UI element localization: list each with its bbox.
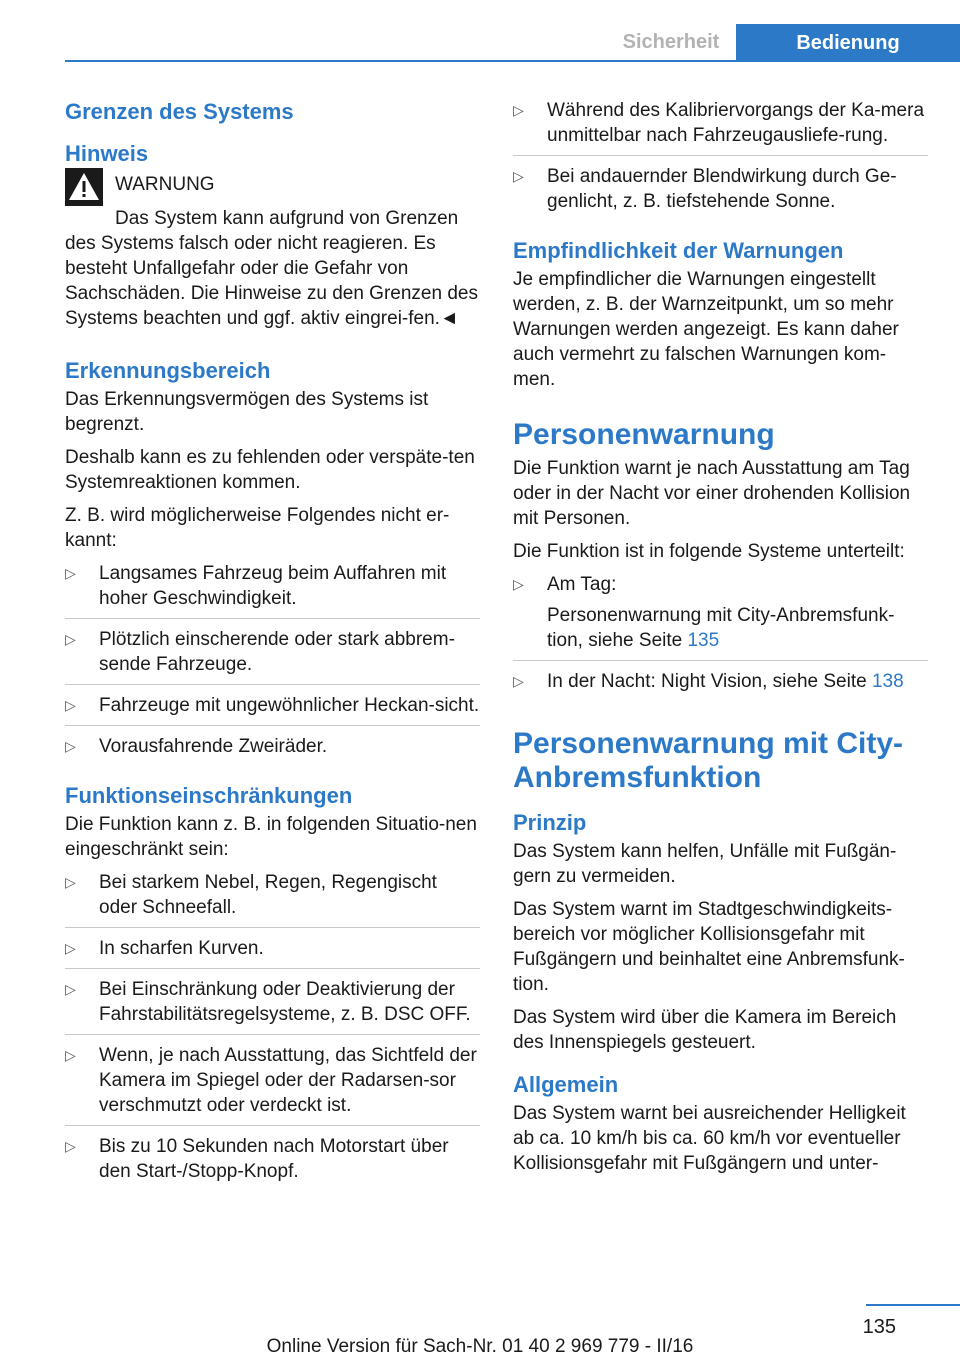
paragraph: Die Funktion kann z. B. in folgenden Situatio-nen eingeschränkt sein: (65, 814, 477, 860)
page-link-135[interactable]: 135 (687, 630, 720, 651)
list-item: ▷ Plötzlich einscherende oder stark abbrem-sende Fahrzeuge. (65, 627, 480, 685)
paragraph: Deshalb kann es zu fehlenden oder verspäte-ten Systemreaktionen kommen. (65, 447, 475, 493)
heading-allgemein: Allgemein (513, 1072, 619, 1097)
paragraph: Das Erkennungsvermögen des Systems ist begrenzt. (65, 389, 429, 435)
heading-prinzip: Prinzip (513, 810, 587, 835)
list-item: ▷ Wenn, je nach Ausstattung, das Sichtfeld der Kamera im Spiegel oder der Radarsen-sor verschmutzt oder verdeckt ist. (65, 1043, 480, 1126)
triangle-right-icon: ▷ (513, 101, 524, 118)
list-item: ▷ Vorausfahrende Zweiräder. (65, 736, 328, 757)
list-item: ▷ In scharfen Kurven. (65, 936, 480, 969)
list-item: ▷ Am Tag: Personenwarnung mit City-Anbremsfunk-tion, siehe Seite 135 (513, 572, 928, 661)
list-item: ▷ Bis zu 10 Sekunden nach Motorstart über den Start-/Stopp-Knopf. (65, 1136, 449, 1182)
triangle-right-icon: ▷ (65, 1046, 76, 1063)
list-funktion (65, 870, 480, 1191)
triangle-right-icon: ▷ (65, 630, 76, 647)
tab-bedienung[interactable]: Bedienung (736, 24, 960, 62)
paragraph: Das System kann helfen, Unfälle mit Fußgän-gern zu vermeiden. (513, 841, 897, 887)
triangle-right-icon: ▷ (65, 873, 76, 890)
page-number: 135 (862, 1316, 896, 1338)
paragraph: Je empfindlicher die Warnungen eingestellt werden, z. B. der Warnzeitpunkt, um so mehr Warnungen werden angezeigt. Es kann daher auch vermehrt zu falschen Warnungen kom-men. (513, 269, 899, 390)
heading-funktionseinschraenkungen: Funktionseinschränkungen (65, 783, 353, 808)
list-item: ▷ Bei Einschränkung oder Deaktivierung der Fahrstabilitätsregelsysteme, z. B. DSC OFF. (65, 977, 480, 1035)
list-item: ▷ Langsames Fahrzeug beim Auffahren mit hoher Geschwindigkeit. (65, 561, 480, 619)
footer-rule (866, 1304, 960, 1306)
list-erkennung (65, 561, 480, 766)
left-column (65, 98, 480, 1199)
heading-personenwarnung: Personenwarnung (513, 418, 775, 451)
heading-hinweis: Hinweis (65, 141, 149, 166)
list-item: ▷ Fahrzeuge mit ungewöhnlicher Heckan-sicht. (65, 693, 480, 726)
warning-text: Das System kann aufgrund von Grenzen des Systems falsch oder nicht reagieren. Es besteht Unfallgefahr oder die Gefahr von Sachschäden. Die Hinweise zu den Grenzen des Systems beachten und ggf. aktiv eingrei-fen.◄ (65, 208, 478, 329)
triangle-right-icon: ▷ (513, 167, 524, 184)
triangle-right-icon: ▷ (65, 939, 76, 956)
warning-block (65, 168, 480, 206)
triangle-right-icon: ▷ (65, 980, 76, 997)
heading-grenzen: Grenzen des Systems (65, 99, 294, 124)
list-item: ▷ Bei starkem Nebel, Regen, Regengischt oder Schneefall. (65, 870, 480, 928)
heading-erkennungsbereich: Erkennungsbereich (65, 358, 271, 383)
tab-sicherheit[interactable]: Sicherheit (622, 30, 720, 53)
heading-personenwarnung-city: Personenwarnung mit City-Anbremsfunktion (513, 727, 904, 794)
paragraph: Z. B. wird möglicherweise Folgendes nicht er-kannt: (65, 505, 450, 551)
warning-triangle-icon (65, 168, 103, 206)
paragraph: Das System warnt bei ausreichender Helligkeit ab ca. 10 km/h bis ca. 60 km/h vor eventueller Kollisionsgefahr mit Fußgängern und unter- (513, 1103, 906, 1174)
list-item: ▷ Bei andauernder Blendwirkung durch Ge-genlicht, z. B. tiefstehende Sonne. (513, 166, 897, 212)
list-item: ▷ In der Nacht: Night Vision, siehe Seite 138 (513, 671, 904, 692)
right-column (513, 98, 928, 1184)
page-header (65, 24, 960, 62)
warning-title: WARNUNG (115, 174, 215, 195)
list-continued (513, 98, 928, 221)
list-item: ▷ Während des Kalibriervorgangs der Ka-mera unmittelbar nach Fahrzeugausliefe-rung. (513, 98, 928, 156)
triangle-right-icon: ▷ (65, 696, 76, 713)
triangle-right-icon: ▷ (513, 575, 524, 592)
heading-empfindlichkeit: Empfindlichkeit der Warnungen (513, 238, 844, 263)
list-personenwarnung (513, 572, 928, 701)
paragraph: Das System wird über die Kamera im Bereich des Innenspiegels gesteuert. (513, 1007, 897, 1053)
triangle-right-icon: ▷ (513, 672, 524, 689)
paragraph: Das System warnt im Stadtgeschwindigkeits-bereich vor möglicher Kollisionsgefahr mit Fußgängern und beinhaltet eine Anbremsfunk-tion. (513, 899, 905, 995)
triangle-right-icon: ▷ (65, 564, 76, 581)
online-version-note: Online Version für Sach-Nr. 01 40 2 969 779 - II/16 (266, 1336, 694, 1357)
paragraph: Die Funktion ist in folgende Systeme unterteilt: (513, 541, 905, 562)
triangle-right-icon: ▷ (65, 737, 76, 754)
triangle-right-icon: ▷ (65, 1137, 76, 1154)
page-link-138[interactable]: 138 (871, 671, 904, 692)
header-rule (65, 60, 960, 62)
paragraph: Die Funktion warnt je nach Ausstattung am Tag oder in der Nacht vor einer drohenden Kollision mit Personen. (513, 458, 911, 529)
